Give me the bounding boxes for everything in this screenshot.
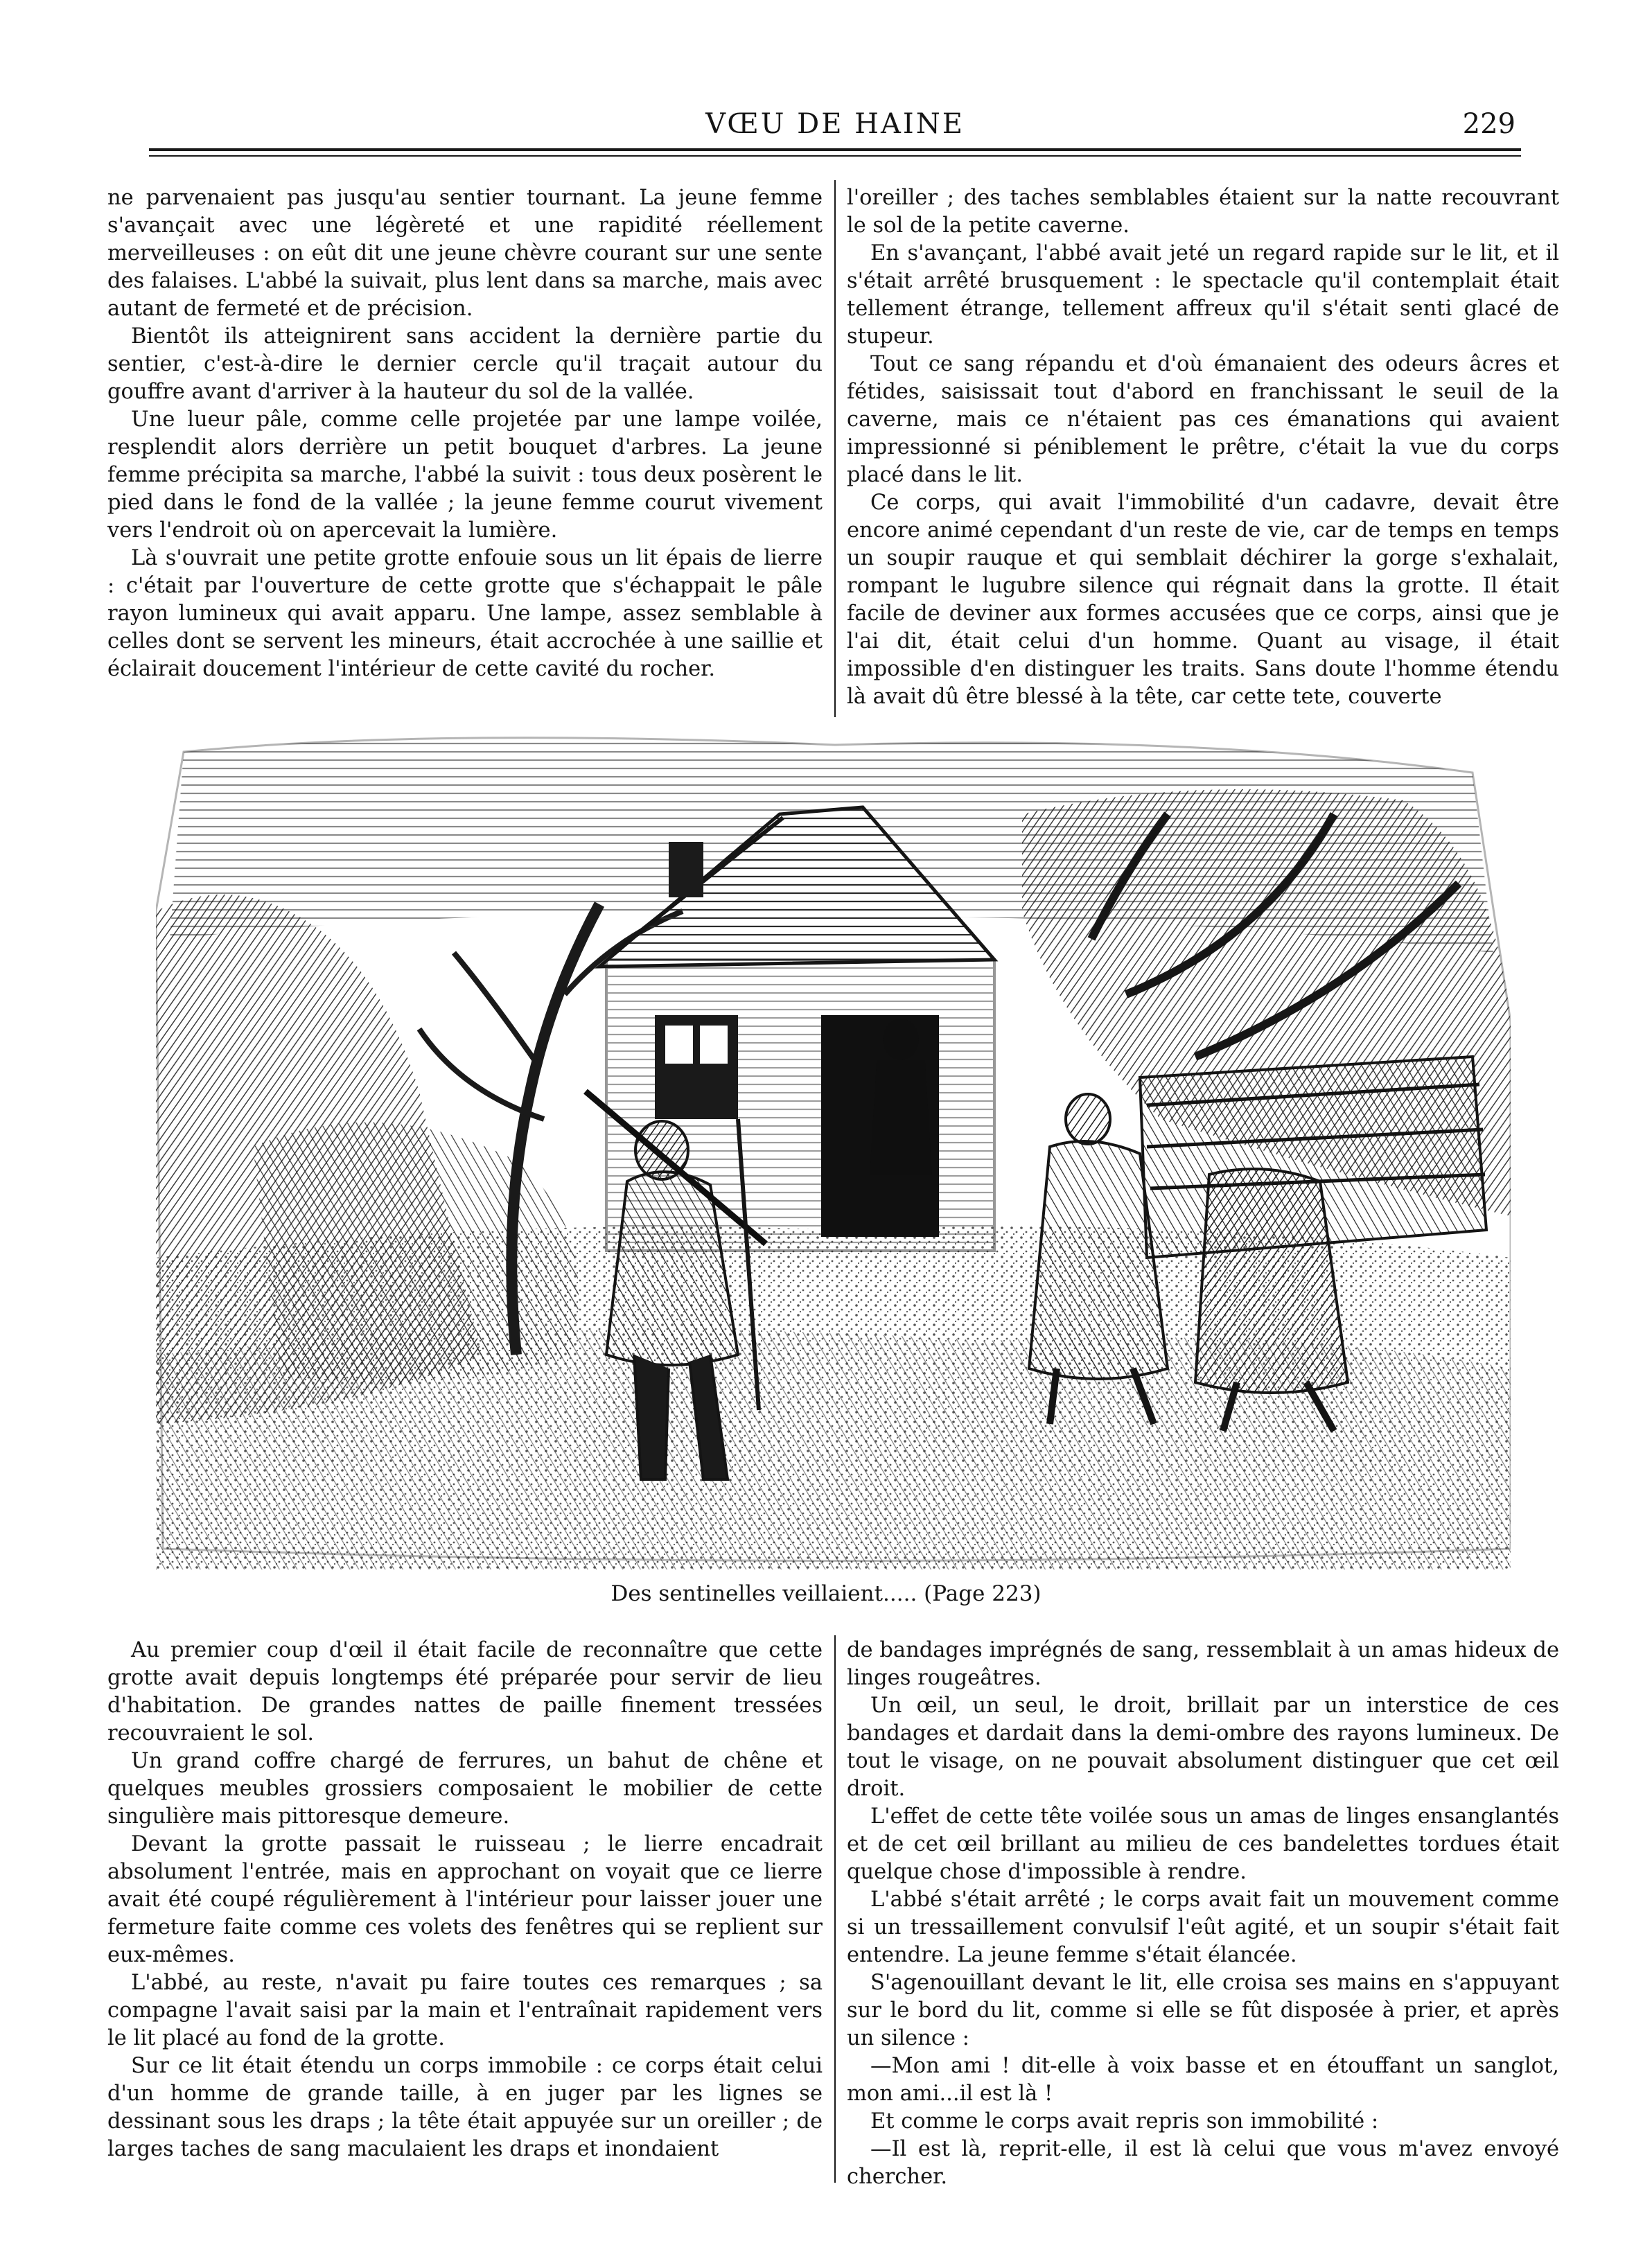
paragraph: En s'avançant, l'abbé avait jeté un regard rapide sur le lit, et il s'était arrêté brusquement : le spectacle qu'il contemplait était tellement étrange, tellement affreux qu'il s'était senti glacé de stupeur.: [847, 241, 1559, 349]
paragraph: Tout ce sang répandu et d'où émanaient des odeurs âcres et fétides, saisissait tout d'abord en franchissant le seuil de la caverne, mais ce n'étaient pas ces émanations qui avaient impressionné si péniblement le prêtre, c'était la vue du corps placé dans le lit.: [847, 352, 1559, 487]
paragraph: Au premier coup d'œil il était facile de reconnaître que cette grotte avait depuis longtemps été préparée pour servir de lieu d'habitation. De grandes nattes de paille finement tressées recouvraient le sol.: [107, 1638, 823, 1745]
paragraph: Bientôt ils atteignirent sans accident la dernière partie du sentier, c'est-à-dire le dernier cercle qu'il traçait autour du gouffre avant d'arriver à la hauteur du sol de la vallée.: [107, 324, 823, 404]
paragraph: —Il est là, reprit-elle, il est là celui que vous m'avez envoyé chercher.: [847, 2137, 1559, 2189]
paragraph: L'effet de cette tête voilée sous un amas de linges ensanglantés et de cet œil brillant au milieu de ces bandelettes tordues était quelque chose d'impossible à rendre.: [847, 1804, 1559, 1884]
header-rule-thick: [149, 148, 1521, 151]
column-divider-lower: [834, 1635, 836, 2183]
paragraph: Devant la grotte passait le ruisseau ; le lierre encadrait absolument l'entrée, mais en approchant on voyait que ce lierre avait été coupé régulièrement à l'intérieur pour laisser jouer une fermeture faite comme ces volets des fenêtres qui se replient sur eux-mêmes.: [107, 1832, 823, 1967]
paragraph: Ce corps, qui avait l'immobilité d'un cadavre, devait être encore animé cependant d'un reste de vie, car de temps en temps un soupir rauque et qui semblait déchirer la gorge s'exhalait, rompant le lugubre silence qui régnait dans la grotte. Il était facile de deviner aux formes accusées que ce corps, ainsi que je l'ai dit, était celui d'un homme. Quant au visage, il était impossible d'en distinguer les traits. Sans doute l'homme étendu là avait dû être blessé à la tête, car cette tete, couverte: [847, 491, 1559, 709]
page-number: 229: [1462, 108, 1515, 140]
page-header: [149, 104, 1521, 146]
paragraph: L'abbé s'était arrêté ; le corps avait fait un mouvement comme si un tressaillement convulsif l'eût agité, et un soupir s'était fait entendre. La jeune femme s'était élancée.: [847, 1888, 1559, 1967]
paragraph: —Mon ami ! dit-elle à voix basse et en étouffant un sanglot, mon ami...il est là !: [847, 2054, 1559, 2106]
engraving-illustration: [156, 731, 1511, 1569]
paragraph: L'abbé, au reste, n'avait pu faire toutes ces remarques ; sa compagne l'avait saisi par la main et l'entraînait rapidement vers le lit placé au fond de la grotte.: [107, 1971, 823, 2050]
upper-right-column: [847, 184, 1559, 711]
illustration-caption: Des sentinelles veillaient..... (Page 223): [610, 1581, 1042, 1606]
column-divider-upper: [834, 180, 836, 717]
lower-left-column: [107, 1637, 823, 2163]
header-rule-thin: [149, 155, 1521, 157]
upper-left-column: [107, 184, 823, 683]
paragraph: Et comme le corps avait repris son immobilité :: [870, 2109, 1379, 2134]
paragraph: Une lueur pâle, comme celle projetée par une lampe voilée, resplendit alors derrière un petit bouquet d'arbres. La jeune femme précipita sa marche, l'abbé la suivit : tous deux posèrent le pied dans le fond de la vallée ; la jeune femme courut vivement vers l'endroit où on apercevait la lumière.: [107, 407, 823, 543]
paragraph: Sur ce lit était étendu un corps immobile : ce corps était celui d'un homme de grande taille, à en juger par les lignes se dessinant sous les draps ; la tête était appuyée sur un oreiller ; de larges taches de sang maculaient les draps et inondaient: [107, 2054, 823, 2161]
paragraph: Un grand coffre chargé de ferrures, un bahut de chêne et quelques meubles grossiers composaient le mobilier de cette singulière mais pittoresque demeure.: [107, 1749, 823, 1829]
paragraph: Un œil, un seul, le droit, brillait par un interstice de ces bandages et dardait dans la demi-ombre des rayons lumineux. De tout le visage, on ne pouvait absolument distinguer que cet œil droit.: [847, 1693, 1559, 1801]
paragraph: Là s'ouvrait une petite grotte enfouie sous un lit épais de lierre : c'était par l'ouverture de cette grotte que s'échappait le pâle rayon lumineux qui avait apparu. Une lampe, assez semblable à celles dont se servent les mineurs, était accrochée à une saillie et éclairait doucement l'intérieur de cette cavité du rocher.: [107, 546, 823, 681]
running-title: VŒU DE HAINE: [705, 108, 965, 140]
paragraph: ne parvenaient pas jusqu'au sentier tournant. La jeune femme s'avançait avec une légèreté et une rapidité réellement merveilleuses : on eût dit une jeune chèvre courant sur une sente des falaises. L'abbé la suivait, plus lent dans sa marche, mais avec autant de fermeté et de précision.: [107, 186, 823, 321]
lower-right-column: [847, 1637, 1559, 2191]
paragraph: l'oreiller ; des taches semblables étaient sur la natte recouvrant le sol de la petite caverne.: [847, 186, 1559, 238]
paragraph: de bandages imprégnés de sang, ressemblait à un amas hideux de linges rougeâtres.: [847, 1638, 1559, 1690]
paragraph: S'agenouillant devant le lit, elle croisa ses mains en s'appuyant sur le bord du lit, comme si elle se fût disposée à prier, et après un silence :: [847, 1971, 1559, 2050]
